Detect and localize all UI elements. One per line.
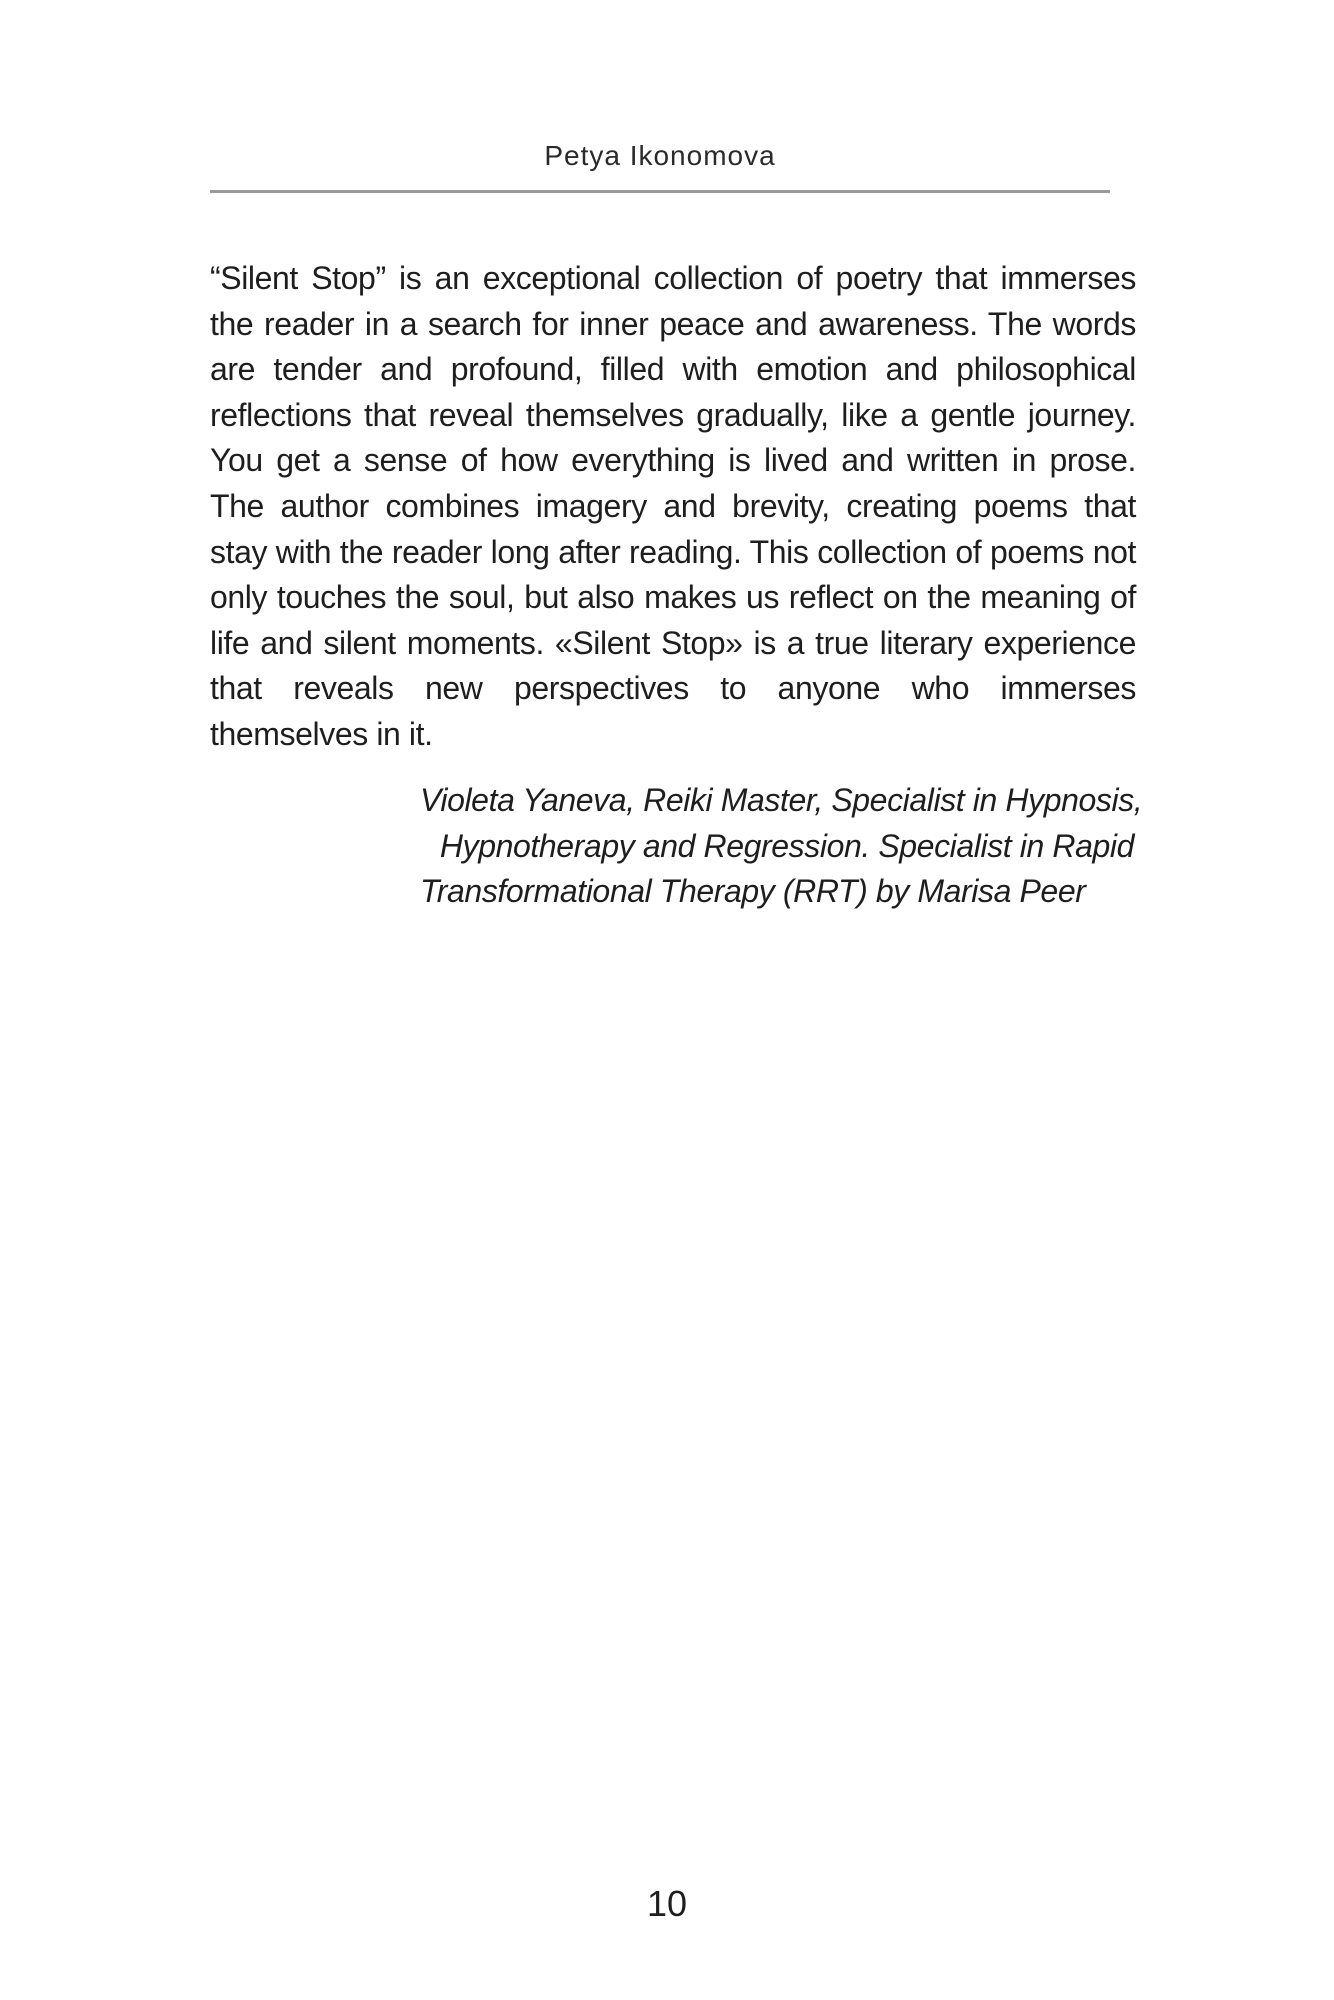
review-paragraph: “Silent Stop” is an exceptional collection of poetry that immerses the reader in a search for inner peace and awareness. The words are tender and profound, filled with emotion and philosophical reflections that reveal themselves gradually, like a gentle journey. You get a sense of how everything is lived and written in prose. The author combines imagery and brevity, creating poems that stay with the reader long after reading. This collection of poems not only touches the soul, but also makes us reflect on the meaning of life and silent moments. «Silent Stop» is a true literary experience that reveals new perspectives to anyone who immerses themselves in it.: [210, 260, 1136, 752]
header-rule: [210, 190, 1110, 193]
review-attribution: [420, 778, 1142, 915]
attribution-line: Violeta Yaneva, Reiki Master, Specialist in Hypnosis,: [420, 782, 1143, 818]
page-number: 10: [646, 1883, 688, 1924]
attribution-line: Transformational Therapy (RRT) by Marisa Peer: [420, 873, 1086, 910]
running-head: Petya Ikonomova: [544, 140, 776, 171]
attribution-line: Hypnotherapy and Regression. Specialist in Rapid: [439, 827, 1134, 864]
